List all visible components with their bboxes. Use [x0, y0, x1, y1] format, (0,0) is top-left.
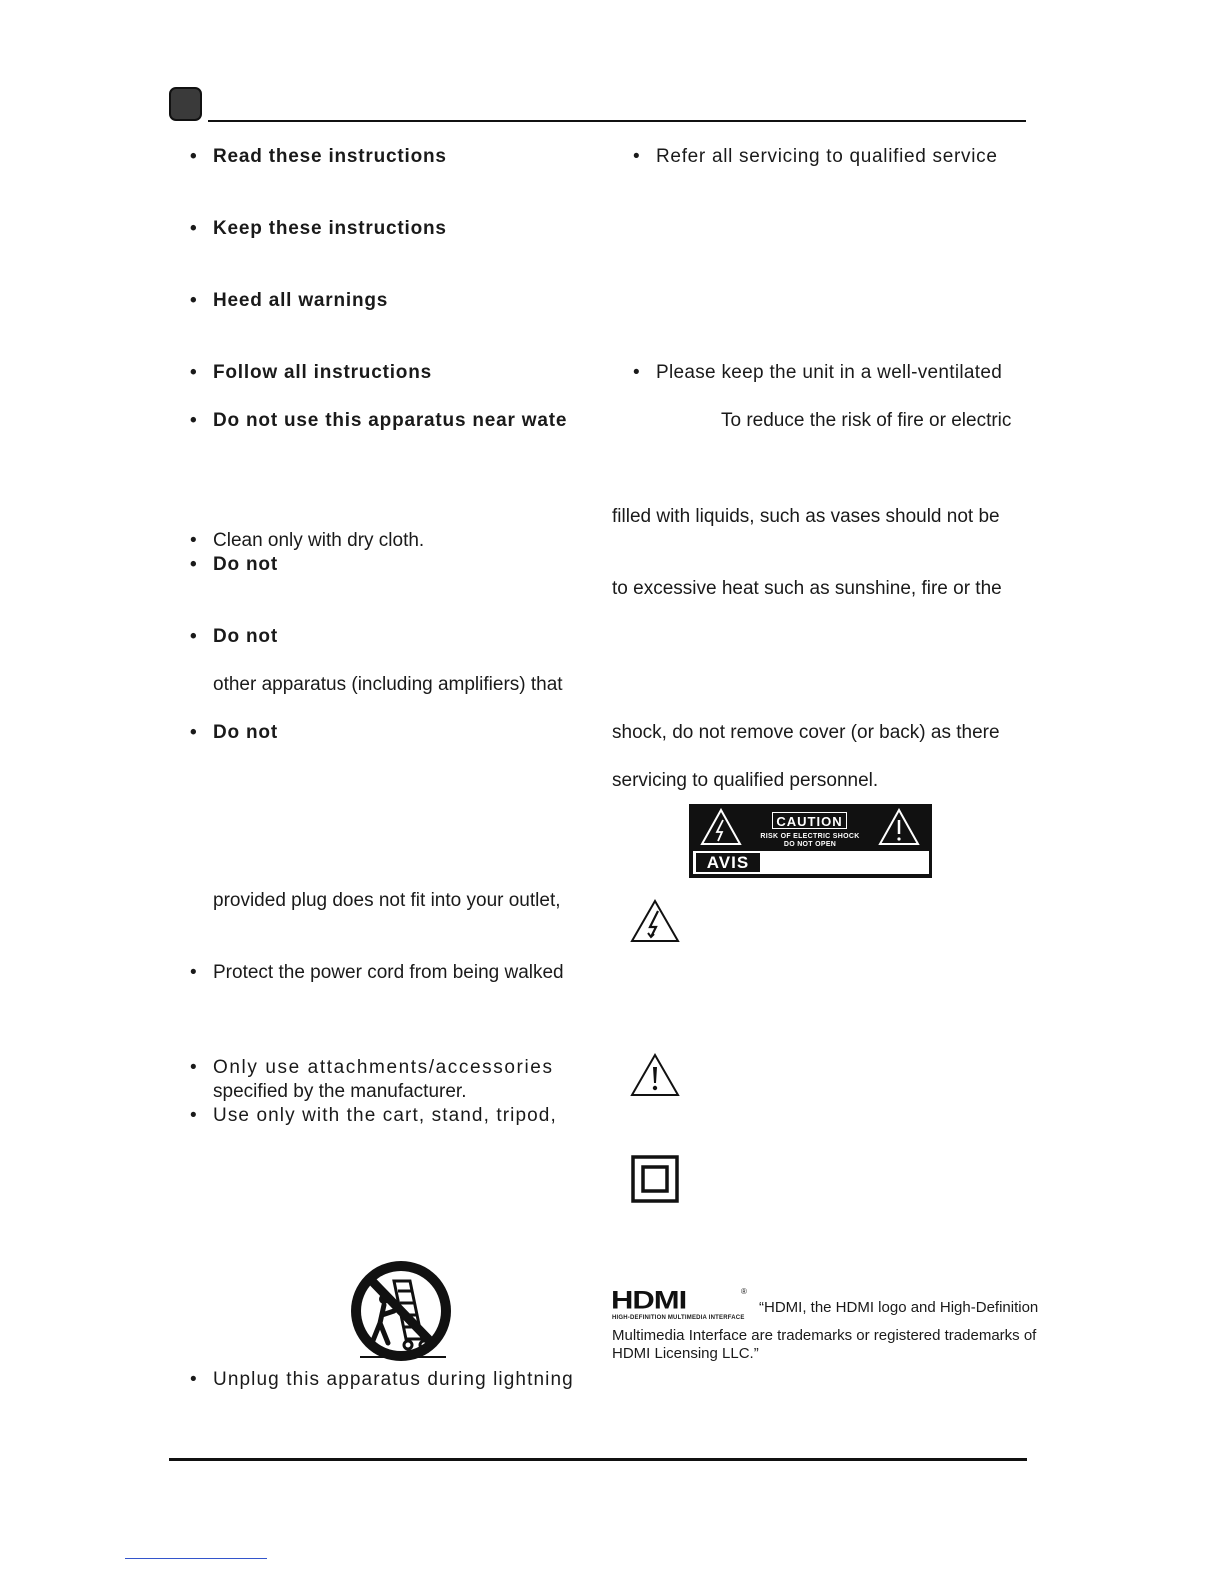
bullet: • — [190, 1057, 197, 1078]
bullet: • — [190, 722, 198, 743]
hdmi-logo: HDMI — [611, 1285, 687, 1315]
item-other-apparatus: other apparatus (including amplifiers) that — [213, 674, 563, 695]
item-plug: provided plug does not fit into your outlet, — [213, 890, 561, 911]
bullet: • — [190, 362, 198, 383]
item-do-not-3: Do not — [213, 722, 278, 743]
bullet: • — [190, 530, 197, 551]
item-water: Do not use this apparatus near wate — [213, 410, 568, 431]
bullet: • — [190, 554, 198, 575]
bullet: • — [190, 1369, 197, 1390]
item-attachments-cont: specified by the manufacturer. — [213, 1081, 467, 1102]
lightning-triangle-icon — [700, 808, 742, 846]
hdmi-notice-line2: Multimedia Interface are trademarks or registered trademarks of — [612, 1327, 1037, 1344]
section-badge — [169, 87, 202, 121]
item-unplug: Unplug this apparatus during lightning — [213, 1369, 574, 1390]
item-servicing: Refer all servicing to qualified service — [656, 146, 998, 167]
bullet: • — [633, 146, 640, 167]
item-cart: Use only with the cart, stand, tripod, — [213, 1105, 557, 1126]
lightning-triangle-icon — [630, 899, 680, 943]
hdmi-tagline: HIGH-DEFINITION MULTIMEDIA INTERFACE — [612, 1315, 745, 1321]
item-keep: Keep these instructions — [213, 218, 447, 239]
bullet: • — [190, 410, 198, 431]
item-read: Read these instructions — [213, 146, 447, 167]
link-underline[interactable] — [125, 1558, 267, 1559]
exclamation-triangle-icon — [630, 1053, 680, 1097]
bullet: • — [190, 962, 197, 983]
item-shock: shock, do not remove cover (or back) as there — [612, 722, 1000, 743]
item-follow: Follow all instructions — [213, 362, 432, 383]
item-heat: to excessive heat such as sunshine, fire or the — [612, 578, 1002, 599]
bullet: • — [190, 290, 198, 311]
caution-line2: DO NOT OPEN — [783, 841, 837, 848]
header-rule — [208, 120, 1026, 122]
bullet: • — [190, 218, 198, 239]
item-personnel: servicing to qualified personnel. — [612, 770, 879, 791]
avis-label: AVIS — [696, 853, 760, 872]
double-insulation-icon — [631, 1155, 679, 1203]
footer-rule — [169, 1458, 1027, 1461]
caution-title: CAUTION — [772, 812, 847, 829]
item-clean: Clean only with dry cloth. — [213, 530, 425, 551]
item-do-not-2: Do not — [213, 626, 278, 647]
bullet: • — [190, 626, 198, 647]
bullet: • — [190, 146, 198, 167]
item-reduce-risk: To reduce the risk of fire or electric — [721, 410, 1012, 431]
hdmi-registered-mark: ® — [741, 1287, 747, 1296]
item-attachments: Only use attachments/accessories — [213, 1057, 554, 1078]
hdmi-notice-line1: “HDMI, the HDMI logo and High-Definition — [759, 1299, 1039, 1316]
item-heed: Heed all warnings — [213, 290, 389, 311]
item-do-not-1: Do not — [213, 554, 278, 575]
item-ventilated: Please keep the unit in a well-ventilated — [656, 362, 1003, 383]
item-power-cord: Protect the power cord from being walked — [213, 962, 564, 983]
cart-warning-icon — [348, 1259, 456, 1363]
bullet: • — [190, 1105, 197, 1126]
item-liquids: filled with liquids, such as vases should not be — [612, 506, 1000, 527]
hdmi-notice-line3: HDMI Licensing LLC.” — [612, 1345, 759, 1362]
bullet: • — [633, 362, 640, 383]
exclamation-triangle-icon — [878, 808, 920, 846]
caution-line1: RISK OF ELECTRIC SHOCK — [760, 833, 860, 840]
